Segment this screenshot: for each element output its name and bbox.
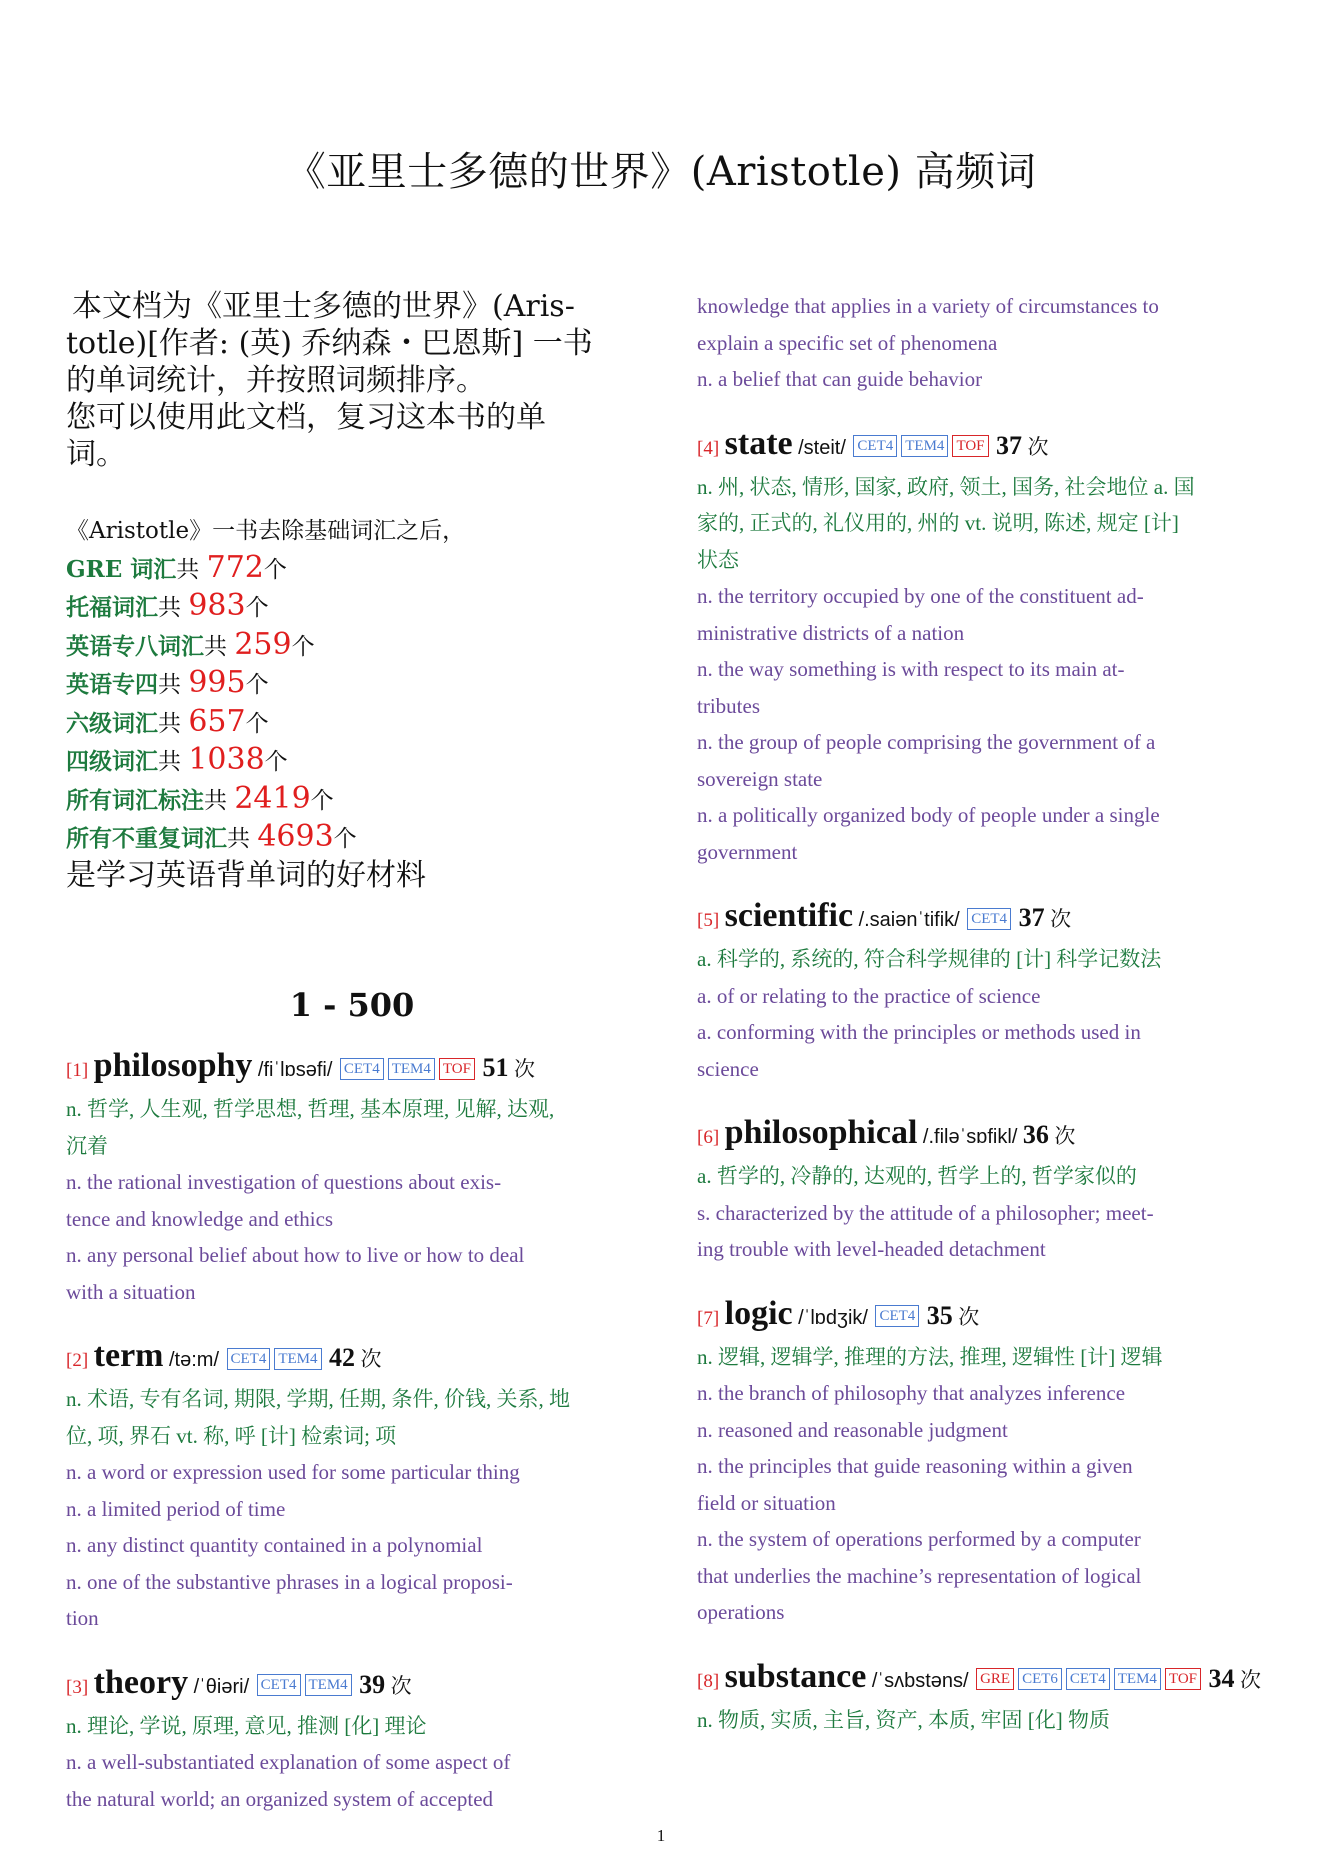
right-column (697, 288, 1269, 1764)
definition-line: 状态 (697, 547, 739, 572)
entry-head (697, 1294, 1269, 1339)
count-unit: 次 (360, 1347, 382, 1371)
vocab-stats (66, 513, 638, 894)
definition-en (697, 361, 1269, 398)
exam-tag: TEM4 (388, 1058, 435, 1080)
definition-en (697, 724, 1269, 797)
entry-index: [7] (697, 1307, 720, 1329)
definition-en (66, 1527, 638, 1564)
exam-tag: TOF (952, 435, 988, 457)
headword: scientific (724, 897, 854, 934)
stats-label: GRE 词汇 (66, 555, 177, 583)
count-unit: 次 (1240, 1667, 1261, 1692)
stats-row (66, 627, 638, 666)
stats-mid: 共 (158, 710, 189, 737)
page-number: 1 (656, 1826, 666, 1845)
word-entry (697, 1113, 1269, 1268)
definition-en (697, 1014, 1269, 1087)
headword: logic (724, 1294, 793, 1332)
word-entry (697, 1294, 1269, 1631)
exam-tag: CET4 (1066, 1668, 1110, 1690)
definition-en (697, 1521, 1269, 1631)
definition-line: a. of or relating to the practice of science (697, 983, 1041, 1008)
exam-tag: TOF (439, 1058, 475, 1080)
definition-line: s. characterized by the attitude of a philosopher; meet- (697, 1200, 1154, 1225)
definition-line: tence and knowledge and ethics (66, 1206, 334, 1231)
entry-head (697, 424, 1269, 469)
stats-label: 四级词汇 (66, 748, 158, 775)
frequency-count: 36 (1022, 1120, 1049, 1149)
entry-index: [4] (697, 437, 720, 459)
stats-unit: 个 (245, 672, 269, 698)
stats-row (66, 665, 638, 704)
exam-tag: CET4 (875, 1305, 919, 1327)
stats-unit: 个 (291, 633, 315, 660)
stats-label: 英语专四 (66, 671, 158, 698)
exam-tag: CET4 (967, 908, 1011, 930)
stats-unit: 个 (263, 556, 287, 583)
definition-line: field or situation (697, 1490, 836, 1515)
word-entry (66, 1046, 638, 1310)
stats-unit: 个 (310, 787, 334, 814)
exam-tag: CET4 (227, 1348, 271, 1370)
definition-line: n. the principles that guide reasoning within a given (697, 1454, 1133, 1478)
stats-unit: 个 (264, 749, 288, 775)
definition-line: a. 哲学的, 冷静的, 达观的, 哲学上的, 哲学家似的 (697, 1164, 1137, 1188)
stats-number: 983 (188, 588, 246, 623)
stats-unit: 个 (333, 826, 357, 852)
entry-head (66, 1663, 638, 1708)
definition-line: sovereign state (697, 766, 823, 791)
intro-line: 本文档为《亚里士多德的世界》(Aris- (72, 289, 575, 324)
definition-line: n. a belief that can guide behavior (697, 367, 983, 391)
definition-line: n. the branch of philosophy that analyzes inference (697, 1381, 1126, 1405)
count-unit: 次 (1050, 907, 1072, 931)
exam-tag: TEM4 (274, 1348, 321, 1370)
frequency-count: 51 (482, 1053, 509, 1082)
phonetic: /.filəˈsɒfikl/ (922, 1126, 1018, 1148)
entry-head (66, 1336, 638, 1381)
headword: theory (93, 1663, 189, 1701)
entry-index: [2] (66, 1350, 89, 1371)
frequency-count: 34 (1208, 1663, 1235, 1693)
stats-mid: 共 (158, 672, 189, 698)
entry-head (697, 1657, 1269, 1702)
frequency-count: 37 (1018, 903, 1045, 932)
definition-line: that underlies the machine’s representation of logical (697, 1563, 1142, 1588)
definition-en (697, 578, 1269, 651)
stats-mid: 共 (204, 633, 235, 660)
definition-line: 位, 项, 界石 vt. 称, 呼 [计] 检索词; 项 (66, 1423, 397, 1448)
definition-line: explain a specific set of phenomena (697, 330, 998, 355)
stats-row (66, 704, 638, 743)
definition-line: with a situation (66, 1279, 196, 1304)
exam-tag: TOF (1165, 1668, 1201, 1690)
stats-label: 所有词汇标注 (66, 786, 204, 814)
stats-unit: 个 (245, 710, 269, 737)
definition-cn (66, 1708, 638, 1745)
stats-row (66, 819, 638, 858)
stats-foot: 是学习英语背单词的好材料 (66, 857, 426, 893)
entry-head (697, 896, 1269, 941)
frequency-count: 42 (329, 1343, 356, 1372)
intro-line: totle)[作者: (英) 乔纳森・巴恩斯] 一书 (66, 326, 593, 361)
definition-cn (66, 1381, 638, 1454)
phonetic: /tə:m/ (168, 1349, 219, 1371)
definition-line: n. the territory occupied by one of the constituent ad- (697, 584, 1144, 608)
stats-label: 托福词汇 (66, 594, 158, 621)
stats-label: 所有不重复词汇 (66, 825, 227, 852)
intro-line: 的单词统计，并按照词频排序。 (66, 363, 486, 398)
definition-en (697, 1412, 1269, 1449)
definition-line: n. the way something is with respect to its main at- (697, 657, 1125, 681)
word-entry (697, 1657, 1269, 1739)
exam-tag: CET4 (257, 1674, 301, 1696)
word-list-left (66, 1046, 638, 1817)
stats-number: 657 (188, 703, 246, 739)
exam-tag: GRE (976, 1668, 1014, 1690)
definition-line: n. a well-substantiated explanation of some aspect of (66, 1750, 511, 1774)
definition-en (697, 1448, 1269, 1521)
page-title: 《亚里士多德的世界》(Aristotle) 高频词 (285, 149, 1037, 195)
definition-en (697, 288, 1269, 361)
definition-cn (697, 1702, 1269, 1739)
definition-en (697, 1375, 1269, 1412)
stats-label: 英语专八词汇 (66, 632, 204, 660)
stats-mid: 共 (158, 749, 189, 775)
definition-line: n. the group of people comprising the government of a (697, 730, 1156, 754)
stats-row (66, 588, 638, 627)
phonetic: /ˈθiəri/ (193, 1675, 250, 1698)
stats-mid: 共 (176, 556, 207, 583)
definition-line: 家的, 正式的, 礼仪用的, 州的 vt. 说明, 陈述, 规定 [计] (697, 511, 1179, 535)
definition-line: a. 科学的, 系统的, 符合科学规律的 [计] 科学记数法 (697, 947, 1162, 971)
phonetic: /ˈlɒdʒik/ (798, 1306, 868, 1329)
definition-line: n. 州, 状态, 情形, 国家, 政府, 领土, 国务, 社会地位 a. 国 (697, 474, 1195, 499)
word-entry (66, 1336, 638, 1637)
exam-tag: TEM4 (901, 435, 948, 457)
definition-line: the natural world; an organized system of accepted (66, 1786, 494, 1811)
stats-unit: 个 (245, 595, 269, 621)
frequency-count: 39 (359, 1669, 386, 1699)
stats-row (66, 742, 638, 781)
entry-index: [5] (697, 910, 720, 931)
stats-mid: 共 (204, 787, 235, 814)
entry-continuation (697, 288, 1269, 398)
definition-line: n. 物质, 实质, 主旨, 资产, 本质, 牢固 [化] 物质 (697, 1707, 1110, 1732)
frequency-count: 35 (926, 1300, 953, 1330)
stats-number: 995 (188, 665, 246, 700)
count-unit: 次 (513, 1057, 535, 1081)
stats-number: 4693 (257, 819, 334, 854)
word-entry (697, 424, 1269, 871)
stats-number: 259 (234, 626, 292, 662)
count-unit: 次 (1054, 1124, 1076, 1148)
definition-line: tributes (697, 693, 760, 718)
count-unit: 次 (1027, 434, 1049, 459)
entry-head (697, 1113, 1269, 1158)
definition-cn (697, 469, 1269, 579)
definition-line: operations (697, 1600, 785, 1624)
headword: philosophical (724, 1114, 918, 1151)
stats-lead: 《Aristotle》一书去除基础词汇之后， (66, 518, 466, 544)
definition-line: n. the rational investigation of questions about exis- (66, 1170, 502, 1194)
definition-en (66, 1237, 638, 1310)
entry-index: [1] (66, 1060, 89, 1081)
exam-tag: TEM4 (305, 1674, 352, 1696)
entry-index: [8] (697, 1670, 720, 1692)
definition-line: n. reasoned and reasonable judgment (697, 1417, 1008, 1442)
headword: term (93, 1337, 164, 1374)
headword: substance (724, 1657, 867, 1695)
definition-cn (697, 1339, 1269, 1376)
definition-line: tion (66, 1606, 99, 1630)
definition-line: ing trouble with level-headed detachment (697, 1237, 1046, 1261)
definition-line: 沉着 (66, 1133, 108, 1158)
exam-tag: CET4 (340, 1058, 384, 1080)
stats-mid: 共 (227, 826, 258, 852)
definition-en (697, 651, 1269, 724)
headword: philosophy (93, 1047, 253, 1084)
word-entry (697, 896, 1269, 1087)
count-unit: 次 (390, 1673, 412, 1698)
definition-line: n. any distinct quantity contained in a polynomial (66, 1533, 483, 1557)
definition-line: n. 逻辑, 逻辑学, 推理的方法, 推理, 逻辑性 [计] 逻辑 (697, 1344, 1163, 1369)
stats-row (66, 550, 638, 589)
frequency-count: 37 (996, 430, 1023, 460)
exam-tag: CET4 (853, 435, 897, 457)
definition-line: n. a politically organized body of people under a single (697, 803, 1160, 827)
count-unit: 次 (958, 1304, 980, 1329)
intro-text (66, 288, 638, 473)
definition-line: n. 术语, 专有名词, 期限, 学期, 任期, 条件, 价钱, 关系, 地 (66, 1387, 570, 1411)
phonetic: /.saiənˈtifik/ (858, 909, 960, 931)
exam-tag: CET6 (1018, 1668, 1062, 1690)
definition-en (697, 978, 1269, 1015)
stats-number: 2419 (234, 780, 311, 816)
left-column (66, 288, 638, 1843)
definition-en (697, 797, 1269, 870)
intro-line: 您可以使用此文档，复习这本书的单 (66, 400, 546, 435)
definition-line: government (697, 839, 798, 864)
definition-line: n. one of the substantive phrases in a logical proposi- (66, 1569, 513, 1594)
stats-number: 1038 (188, 742, 265, 777)
entry-index: [6] (697, 1127, 720, 1148)
exam-tag: TEM4 (1114, 1668, 1161, 1690)
definition-line: n. a limited period of time (66, 1496, 286, 1521)
headword: state (724, 424, 793, 462)
phonetic: /ˈsʌbstəns/ (871, 1669, 969, 1692)
word-entry (66, 1663, 638, 1818)
entry-index: [3] (66, 1676, 89, 1698)
definition-line: n. 哲学, 人生观, 哲学思想, 哲理, 基本原理, 见解, 达观, (66, 1097, 555, 1121)
intro-line: 词。 (66, 437, 126, 472)
definition-line: science (697, 1056, 759, 1081)
definition-en (66, 1454, 638, 1491)
definition-line: a. conforming with the principles or methods used in (697, 1020, 1141, 1044)
phonetic: /steit/ (798, 436, 846, 459)
definition-cn (697, 941, 1269, 978)
definition-line: ministrative districts of a nation (697, 620, 965, 645)
definition-line: n. a word or expression used for some particular thing (66, 1460, 520, 1484)
definition-cn (697, 1158, 1269, 1195)
stats-mid: 共 (158, 595, 189, 621)
definition-en (66, 1491, 638, 1528)
entry-head (66, 1046, 638, 1091)
definition-line: n. any personal belief about how to live or how to deal (66, 1243, 525, 1267)
definition-en (66, 1164, 638, 1237)
stats-number: 772 (206, 549, 264, 585)
stats-row (66, 781, 638, 820)
word-list-right (697, 424, 1269, 1739)
definition-line: knowledge that applies in a variety of circumstances to (697, 294, 1159, 318)
definition-en (66, 1744, 638, 1817)
definition-line: n. 理论, 学说, 原理, 意见, 推测 [化] 理论 (66, 1713, 427, 1738)
definition-en (66, 1564, 638, 1637)
definition-en (697, 1195, 1269, 1268)
definition-line: n. the system of operations performed by a computer (697, 1527, 1141, 1551)
definition-cn (66, 1091, 638, 1164)
phonetic: /fiˈlɒsəfi/ (257, 1059, 333, 1081)
range-title: 1 - 500 (289, 986, 415, 1024)
stats-label: 六级词汇 (66, 709, 158, 737)
